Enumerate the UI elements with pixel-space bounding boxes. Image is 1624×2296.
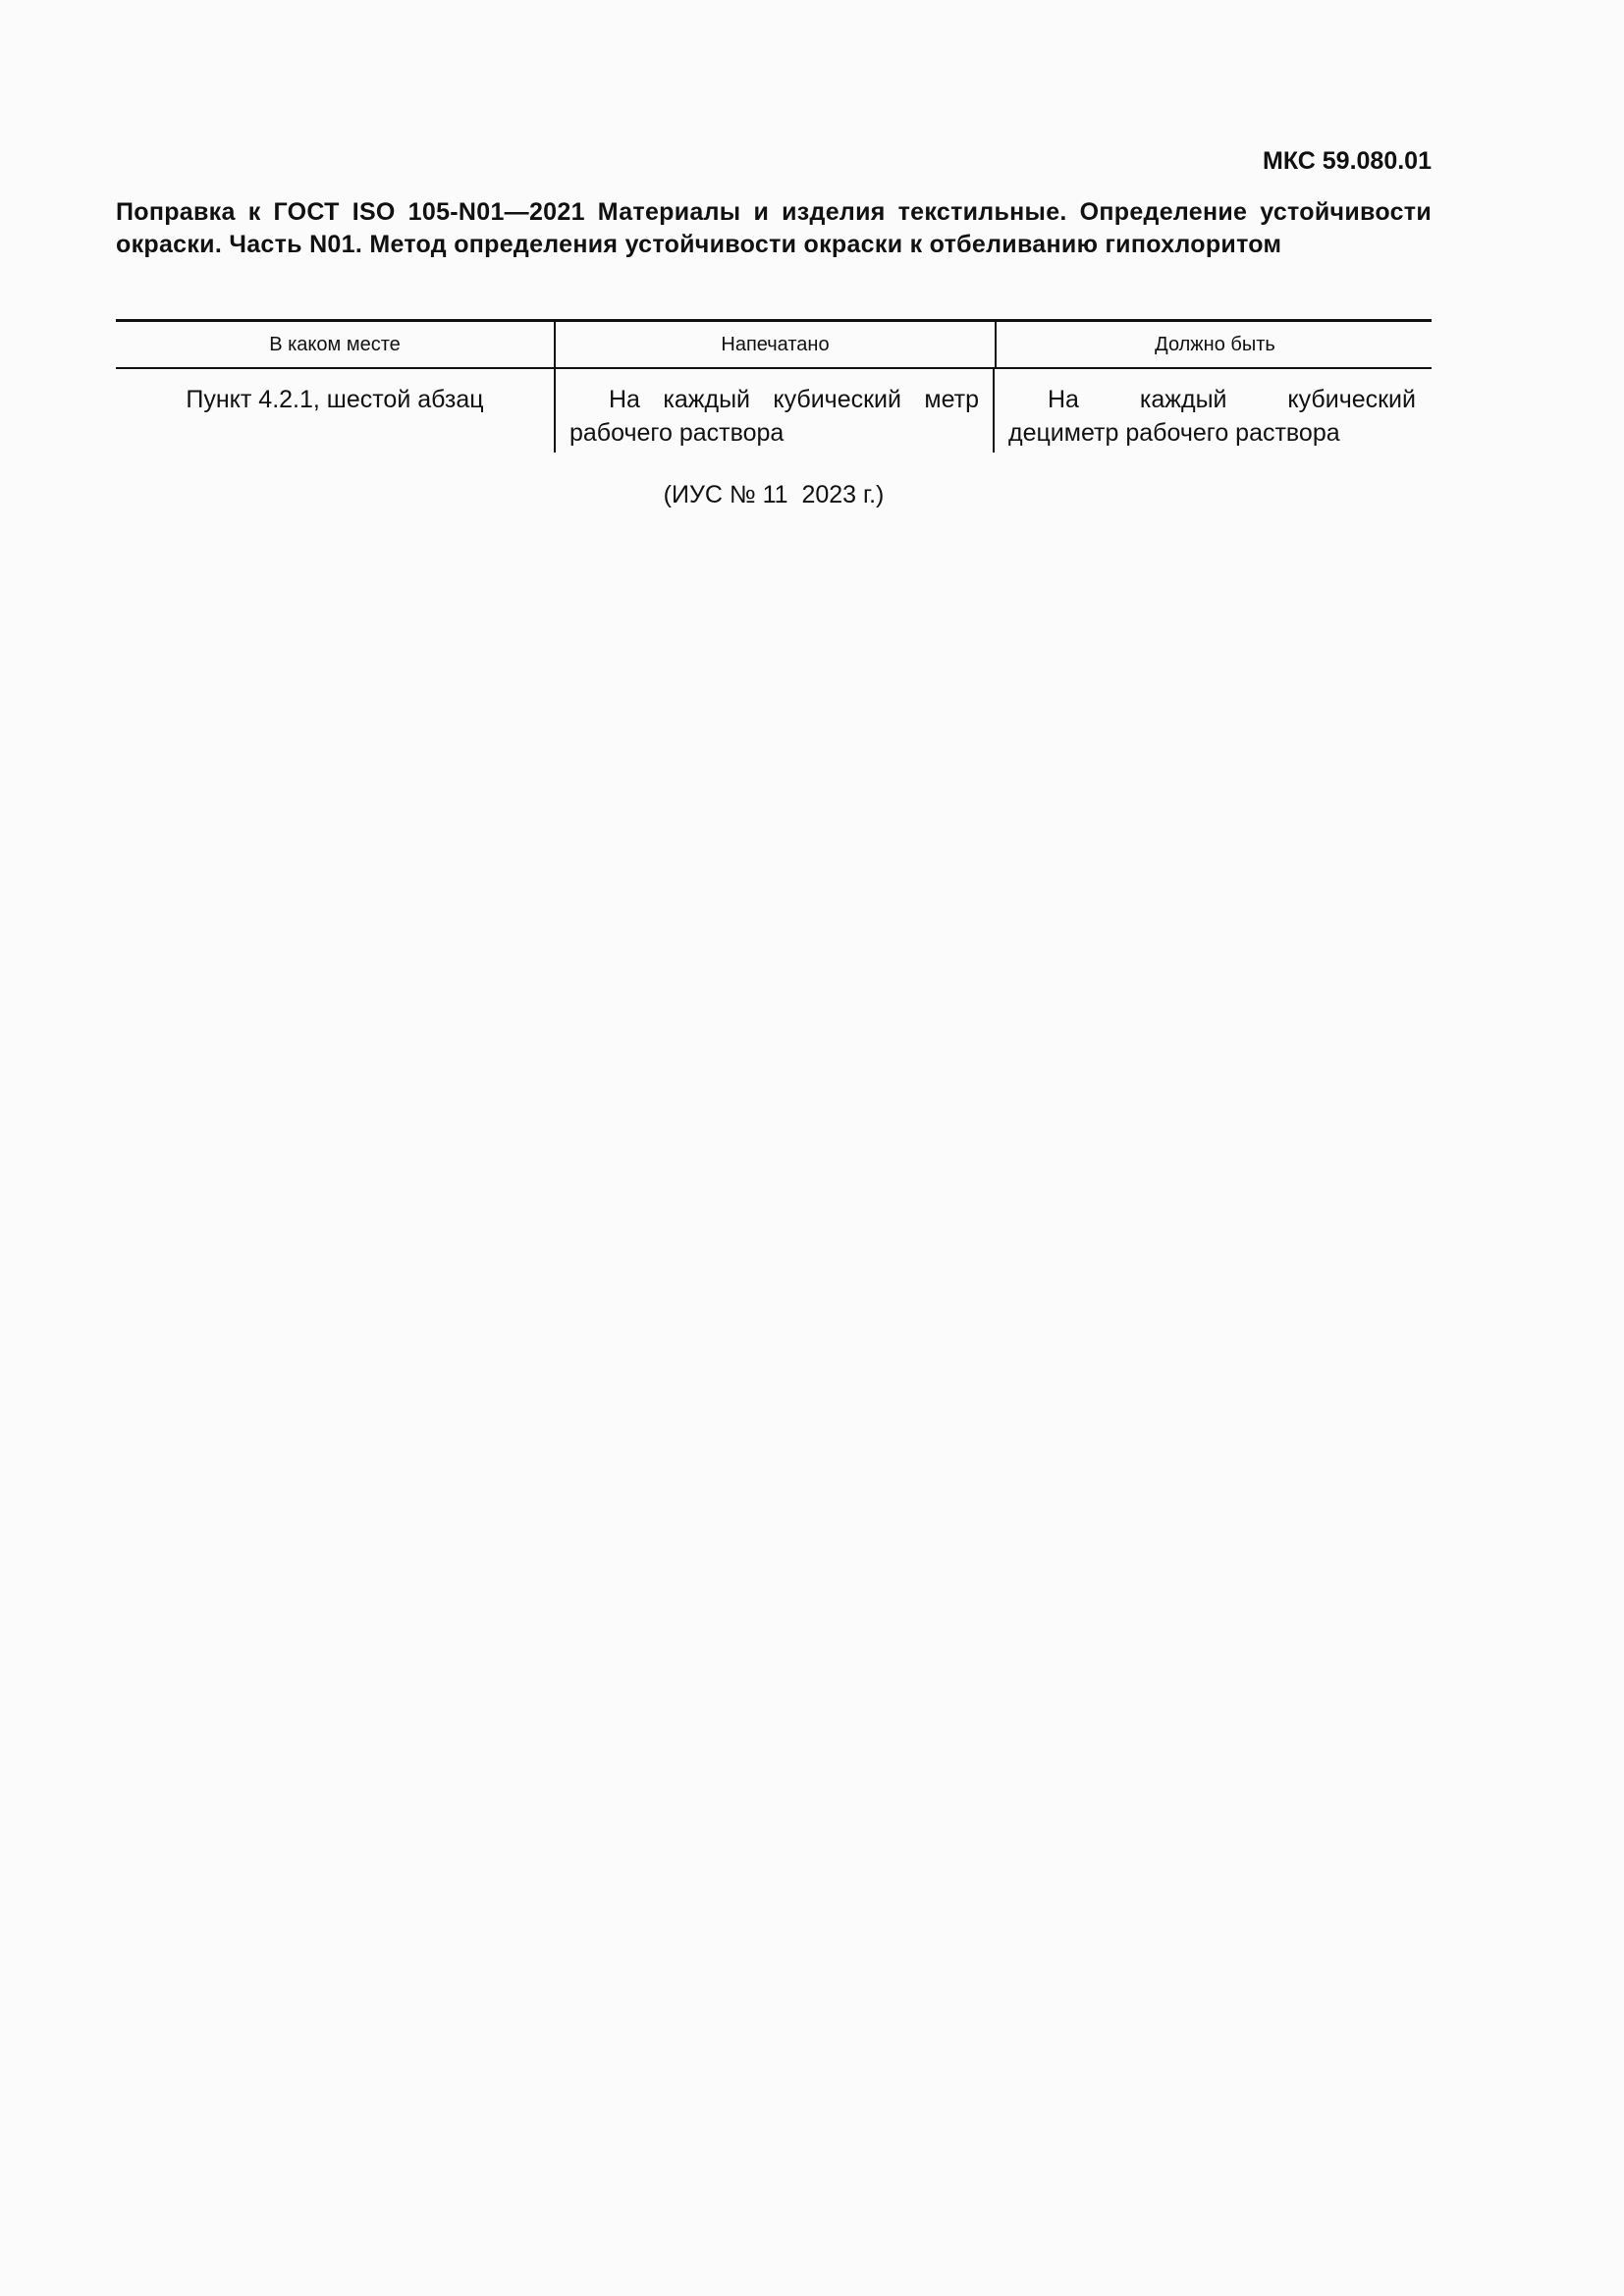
header-printed: Напечатано (554, 322, 995, 367)
header-place: В каком месте (269, 333, 401, 355)
table-header-row (116, 322, 1432, 369)
document-title: Поправка к ГОСТ ISO 105-N01—2021 Материалы и изделия текстильные. Определение устойчивости окраски. Часть N01. Метод определения устойчивости окраски к отбеливанию гипохлоритом (116, 198, 1432, 258)
mks-code: МКС 59.080.01 (1263, 147, 1432, 175)
ius-reference: (ИУС № 11 2023 г.) (663, 481, 885, 508)
header-should-be: Должно быть (995, 322, 1434, 367)
cell-place: Пункт 4.2.1, шестой абзац (186, 386, 484, 413)
cell-should-be: На каждый кубический дециметр рабочего раствора (993, 369, 1430, 453)
table-row (116, 369, 1432, 453)
cell-printed: На каждый кубический метр рабочего раствора (554, 369, 993, 453)
correction-table (116, 319, 1432, 453)
